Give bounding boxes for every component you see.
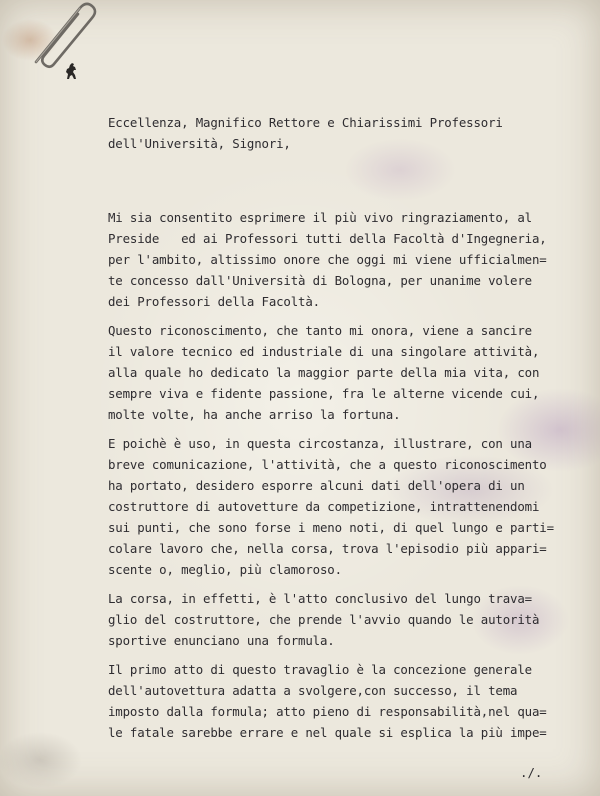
text-line: Il primo atto di questo travaglio è la concezione generale: [108, 662, 532, 677]
paragraph: [108, 659, 578, 743]
text-line: alla quale ho dedicato la maggior parte della mia vita, con: [108, 365, 540, 380]
text-line: le fatale sarebbe errare e nel quale si esplica la più impe=: [108, 725, 547, 740]
paragraph: [108, 320, 578, 425]
text-line: Eccellenza, Magnifico Rettore e Chiarissimi Professori: [108, 115, 503, 130]
text-line: sempre viva e fidente passione, fra le alterne vicende cui,: [108, 386, 540, 401]
text-line: scente o, meglio, più clamoroso.: [108, 562, 342, 577]
salutation: [108, 112, 578, 154]
text-line: E poichè è uso, in questa circostanza, illustrare, con una: [108, 436, 532, 451]
text-line: colare lavoro che, nella corsa, trova l'episodio più appari=: [108, 541, 547, 556]
text-line: te concesso dall'Università di Bologna, per unanime volere: [108, 273, 532, 288]
text-line: molte volte, ha anche arriso la fortuna.: [108, 407, 401, 422]
text-line: Mi sia consentito esprimere il più vivo ringraziamento, al: [108, 210, 532, 225]
text-line: La corsa, in effetti, è l'atto conclusivo del lungo trava=: [108, 591, 532, 606]
continuation-mark: ./.: [520, 765, 543, 780]
text-line: breve comunicazione, l'attività, che a questo riconoscimento: [108, 457, 547, 472]
paragraph: [108, 588, 578, 651]
letter-body: [108, 112, 578, 743]
text-line: dell'Università, Signori,: [108, 136, 291, 151]
text-line: ha portato, desidero esporre alcuni dati dell'opera di un: [108, 478, 525, 493]
text-line: per l'ambito, altissimo onore che oggi mi viene ufficialmen=: [108, 252, 547, 267]
prancing-horse-logo: [64, 62, 78, 80]
text-line: imposto dalla formula; atto pieno di responsabilità,nel qua=: [108, 704, 547, 719]
text-line: Preside ed ai Professori tutti della Facoltà d'Ingegneria,: [108, 231, 547, 246]
paragraph: [108, 207, 578, 312]
text-line: sportive enunciano una formula.: [108, 633, 335, 648]
text-line: sui punti, che sono forse i meno noti, di quel lungo e parti=: [108, 520, 554, 535]
text-line: glio del costruttore, che prende l'avvio quando le autorità: [108, 612, 540, 627]
paragraph: [108, 433, 578, 580]
text-line: il valore tecnico ed industriale di una singolare attività,: [108, 344, 540, 359]
text-line: Questo riconoscimento, che tanto mi onora, viene a sancire: [108, 323, 532, 338]
text-line: dell'autovettura adatta a svolgere,con successo, il tema: [108, 683, 518, 698]
text-line: dei Professori della Facoltà.: [108, 294, 320, 309]
text-line: costruttore di autovetture da competizione, intrattenendomi: [108, 499, 540, 514]
paperclip-icon: [28, 0, 98, 70]
